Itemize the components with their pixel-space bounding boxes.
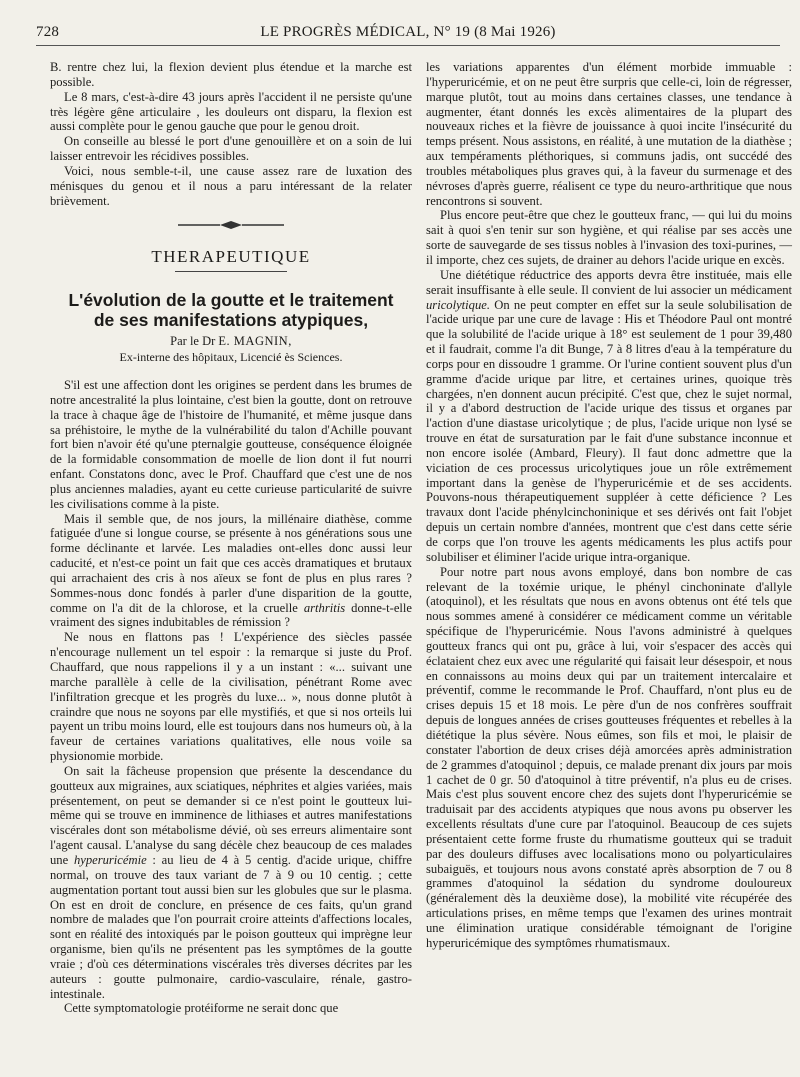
page-number: 728 xyxy=(36,24,60,40)
section-title: THERAPEUTIQUE xyxy=(151,247,311,267)
intro-paragraph: Voici, nous semble-t-il, une cause assez rare de luxation des ménisques du genou et il nous a paru intéressant de la relater brièvement. xyxy=(50,163,412,208)
byline xyxy=(50,334,412,349)
author-name: E. MAGNIN, xyxy=(218,334,292,349)
body-paragraph: S'il est une affection dont les origines se perdent dans les brumes de notre ancestralité la plus lointaine, c'est bien la goutte, dont on retrouve la trace à chaque âge de l'histoire de l'humanité, et même jusque dans sa préhistoire, le mythe de la vulnérabilité du talon d'Achille pouvant fort bien n'avoir été qu'une pternalgie goutteuse, conséquence éloignée de la formidable consommation de moelle de lion dont il fut nourri enfant. Constatons donc, avec le Prof. Chauffard que c'est une de nos plus anciennes maladies, ayant eu cette curieuse particularité de suivre les civilisations comme à la piste. xyxy=(50,377,412,511)
byline-prefix: Par le Dr xyxy=(170,334,219,349)
article-title xyxy=(50,290,412,330)
header-rule xyxy=(36,45,780,46)
body-paragraph: On sait la fâcheuse propension que présente la descendance du goutteux aux migraines, aux sciatiques, néphrites et algies variées, mais présentement, on peut se demander si ce n'est point le goutteux lui-même qui se trouve en imminence de lithiases et autres manifestations viscérales dont son métabolisme dévié, où ses erreurs alimentaire sont l'agent causal. L'analyse du sang décèle chez beaucoup de ces malades une hyperuricémie : au lieu de 4 à 5 centig. d'acide urique, chiffre normal, on trouve des taux variant de 7 à 9 ou 10 centig. ; cette augmentation portant tout aussi bien sur les globules que sur le plasma. On est en droit de conclure, en présence de ces faits, qu'un grand nombre de malades que l'on pourrait croire atteints d'affections locales, sont en réalité des intoxiqués par le poison goutteux qui imprègne leur organisme, bien qu'ils ne présentent pas les symptômes de la goutte vraie ; d'où ces déterminations viscérales très diverses décrites par les auteurs : goutte pulmonaire, cardio-vasculaire, rénale, gastro-intestinale. xyxy=(50,763,412,1001)
author-affiliation: Ex-interne des hôpitaux, Licencié ès Sciences. xyxy=(119,350,343,365)
left-column xyxy=(50,60,412,1016)
body-paragraph: Pour notre part nous avons employé, dans bon nombre de cas relevant de la toxémie urique, le phényl cinchoninate d'allyle (atoquinol), et les résultats que nous en avons obtenus ont été tels que nous sommes amené à considérer ce médicament comme un véritable spécifique de l'hyperuricémie. Nous l'avons administré à quelques goutteux francs qui ont pu, grâce à lui, voir s'espacer des accès qui éclataient chez eux avec une régularité qui faisait leur désespoir, et nous en connaissons au moins deux qui par un traitement intercalaire et préventif, comme le recommande le Prof. Chauffard, n'ont plus eu de crises depuis 15 et 18 mois. Le père d'un de nos confrères souffrait depuis de longues années de crises goutteuses fréquentes et rebelles à la diététique la plus sévère. Nous eûmes, son fils et moi, le plaisir de constater l'abortion de deux crises déjà amorcées après administration de 2 grammes d'atoquinol ; depuis, ce malade prenant dix jours par mois 1 cachet de 0 gr. 50 d'atoquinol à titre préventif, n'a plus eu de crises. Mais c'est plus souvent encore chez des sujets dont l'hyperuricémie se traduisait par des accidents atypiques que nous avons pu observer les excellents résultats d'une cure par l'atoquinol. Beaucoup de ces sujets présentaient cette forme fruste du rhumatisme goutteux qui se traduit par des douleurs diffuses avec localisations mono ou polyarticulaires subaiguës, et toujours nous avons constaté après absorption de 7 ou 8 grammes d'atoquinol la sédation du syndrome douloureux (généralement dès la deuxième dose), la mobilité vite récupérée des articulations prises, en même temps que l'examen des urines montrait une élimination uratique considérable témoignant de l'origine hyperuricémique des symptômes rhumatismaux. xyxy=(426,564,792,950)
body-paragraph: Mais il semble que, de nos jours, la millénaire diathèse, comme fatiguée d'une si longue course, se présente à nos générations sous une forme déclinante et larvée. Les maladies ont-elles donc aussi leur caducité, et n'est-ce point un fait que ces accès dramatiques et brutaux qui arrachaient des cris à nos aïeux se font de plus en plus rares ? Sommes-nous donc fondés à parler d'une disparition de la goutte, comme on l'a dit de la chlorose, et la cruelle arthritis donne-t-elle vraiment des signes indubitables de rémission ? xyxy=(50,511,412,630)
intro-paragraph: B. rentre chez lui, la flexion devient plus étendue et la marche est possible. xyxy=(50,60,412,89)
intro-paragraph: Le 8 mars, c'est-à-dire 43 jours après l'accident il ne persiste qu'une très légère gêne articulaire , les douleurs ont disparu, la flexion est aussi complète pour le genou gauche que pour le genou droit. xyxy=(50,89,412,134)
body-paragraph: les variations apparentes d'un élément morbide immuable : l'hyperuricémie, et on ne peut être surpris que celle-ci, loin de régresser, marque plutôt, tout au moins dans certaines classes, une tendance à augmenter, étant donnés les excès alimentaires de la plupart des nouveaux riches et la fièvre de jouissance à quoi incite l'insécurité du temps présent. Nous assistons, en réalité, à une mutation de la diathèse ; aux tempéraments pléthoriques, si communs jadis, ont succédé des troubles métaboliques plus graves qui, à la faveur du surmenage et des névroses d'après guerre, réalisent ce type du neuro-arthritique que nous rencontrons si souvent. xyxy=(426,60,792,208)
intro-paragraph: On conseille au blessé le port d'une genouillère et on a soin de lui laisser entrevoir les récidives possibles. xyxy=(50,134,412,164)
section-divider-ornament xyxy=(176,220,286,230)
section-title-rule xyxy=(175,271,287,272)
body-paragraph: Ne nous en flattons pas ! L'expérience des siècles passée n'encourage nullement un tel espoir : la remarque si juste du Prof. Chauffard, que nous rappelions il y a un instant : «... suivant une marche parallèle à celle de la civilisation, pénétrant Rome avec l'infiltration grecque et les progrès du luxe... », nous donne plutôt à craindre que nous ne soyons par elle mystifiés, et que si nos orteils lui payent un tribu moins lourd, elle est toujours dans nos humeurs où, à la faveur de certaines variations qualitatives, elle nous voile sa physionomie morbide. xyxy=(50,630,412,764)
body-paragraph: Plus encore peut-être que chez le goutteux franc, — qui lui du moins sait à quoi s'en tenir sur son hygiène, et qui réalise par ses accès une sorte de sauvegarde de ses tissus nobles à l'invasion des toxi-purines, — il importe, chez ces sujets, de drainer au dehors l'acide urique en excès. xyxy=(426,208,792,267)
running-header xyxy=(36,24,780,44)
body-paragraph: Une diététique réductrice des apports devra être instituée, mais elle serait insuffisante à elle seule. Il convient de lui associer un médicament uricolytique. On ne peut compter en effet sur la seule solubilisation de l'acide urique par une cure de lavage : His et Théodore Paul ont montré que la solubilité de l'acide urique à 18° est seulement de 1 pour 39,480 et il faudrait, comme l'a dit Bunge, 7 à 8 litres d'eau à la température du corps pour en dissoudre 1 gramme. Or l'urine contient souvent plus d'un gramme d'acide urique par litre, et certaines urines, quoique très chargées, n'en donnent aucun précipité. C'est que, chez le sujet normal, il y a d'abord destruction de l'acide urique des tissus et organes par l'action d'une diastase uricolytique ; de plus, l'acide urique non lysé se trouve en état de sursaturation par le fait d'une substance inconnue et non encore isolée (Ambard, Fleury). Il faut donc admettre que la viciation de ces processus uricolytiques joue un rôle extrêmement important dans la genèse de l'hyperuricémie et de ses accidents. Pouvons-nous thérapeutiquement suppléer à cette déficience ? Les travaux dont l'acide phénylcinchoninique et ses dérivés ont fait l'objet depuis un certain nombre d'années, montrent que c'est dans cette série de corps que l'on trouve les agents médicaments les plus actifs pour solubiliser et éliminer l'acide urique intra-organique. xyxy=(426,267,792,564)
article-title-line: de ses manifestations atypiques, xyxy=(93,310,369,331)
running-title: LE PROGRÈS MÉDICAL, N° 19 (8 Mai 1926) xyxy=(260,24,556,40)
emphasis: hyperuricémie xyxy=(73,852,147,867)
emphasis: uricolytique. xyxy=(426,297,491,312)
right-column xyxy=(426,60,792,951)
article-title-line: L'évolution de la goutte et le traitement xyxy=(68,290,394,311)
emphasis: arthritis xyxy=(303,600,346,615)
body-paragraph: Cette symptomatologie protéiforme ne serait donc que xyxy=(64,1001,339,1016)
